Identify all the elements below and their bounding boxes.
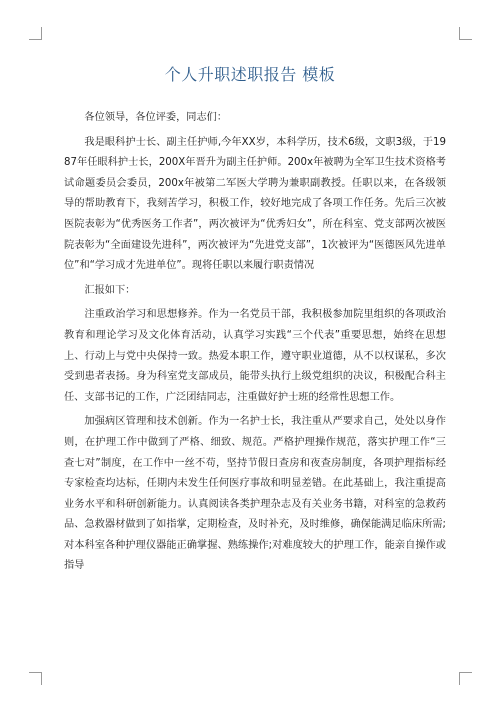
crop-mark-top-right [459, 27, 472, 40]
salutation-paragraph: 各位领导，各位评委，同志们： [84, 112, 228, 123]
ward-management-paragraph: 加强病区管理和技术创新。作为一名护士长，我注重从严要求自己，处处以身作则，在护理工作中做到了严格、细致、规范。严格护理操作规范，落实护理工作“三查七对”制度，在工作中一丝不苟，坚持节假日查房和夜查房制度，各项护理指标经专家检查均达标，任期内未发生任何医疗事故和明显差错。在此基础上，我注重提高业务水平和科研创新能力。认真阅读各类护理杂志及有关业务书籍，对科室的急救药品、急救器材做到了如指掌，定期检查，及时补充，及时维修，确保能满足临床所需;对本科室各种护理仪器能正确掌握、熟练操作;对难度较大的护理工作，能亲自操作或指导 [64, 416, 446, 572]
crop-mark-bottom-right [459, 672, 472, 685]
crop-mark-bottom-left [29, 672, 42, 685]
crop-mark-top-left [29, 27, 42, 40]
document-body [64, 108, 446, 581]
political-study-paragraph: 注重政治学习和思想修养。作为一名党员干部，我积极参加院里组织的各项政治教育和理论学习及文化体育活动，认真学习实践“三个代表”重要思想，始终在思想上、行动上与党中央保持一致。热爱本职工作，遵守职业道德，从不以权谋私，多次受到患者表扬。身为科室党支部成员，能带头执行上级党组织的决议，积极配合科主任、支部书记的工作，广泛团结同志，注重做好护士班的经常性思想工作。 [64, 309, 446, 403]
document-title: 个人升职述职报告 模板 [164, 65, 336, 84]
intro-paragraph: 我是眼科护士长、副主任护师,今年XX岁，本科学历，技术6级，文职3级，于1987年任眼科护士长，200X年晋升为副主任护师。200x年被聘为全军卫生技术资格考试命题委员会委员，200x年被第二军医大学聘为兼职副教授。任职以来，在各级领导的帮助教育下，我刻苦学习，积极工作，较好地完成了各项工作任务。先后三次被医院表彰为“优秀医务工作者”，两次被评为“优秀妇女”，所在科室、党支部两次被医院表彰为“全面建设先进科”，两次被评为“先进党支部”，1次被评为“医德医风先进单位”和“学习成才先进单位”。现将任职以来履行职责情况 [64, 136, 446, 272]
report-lead-paragraph: 汇报如下： [84, 284, 136, 296]
